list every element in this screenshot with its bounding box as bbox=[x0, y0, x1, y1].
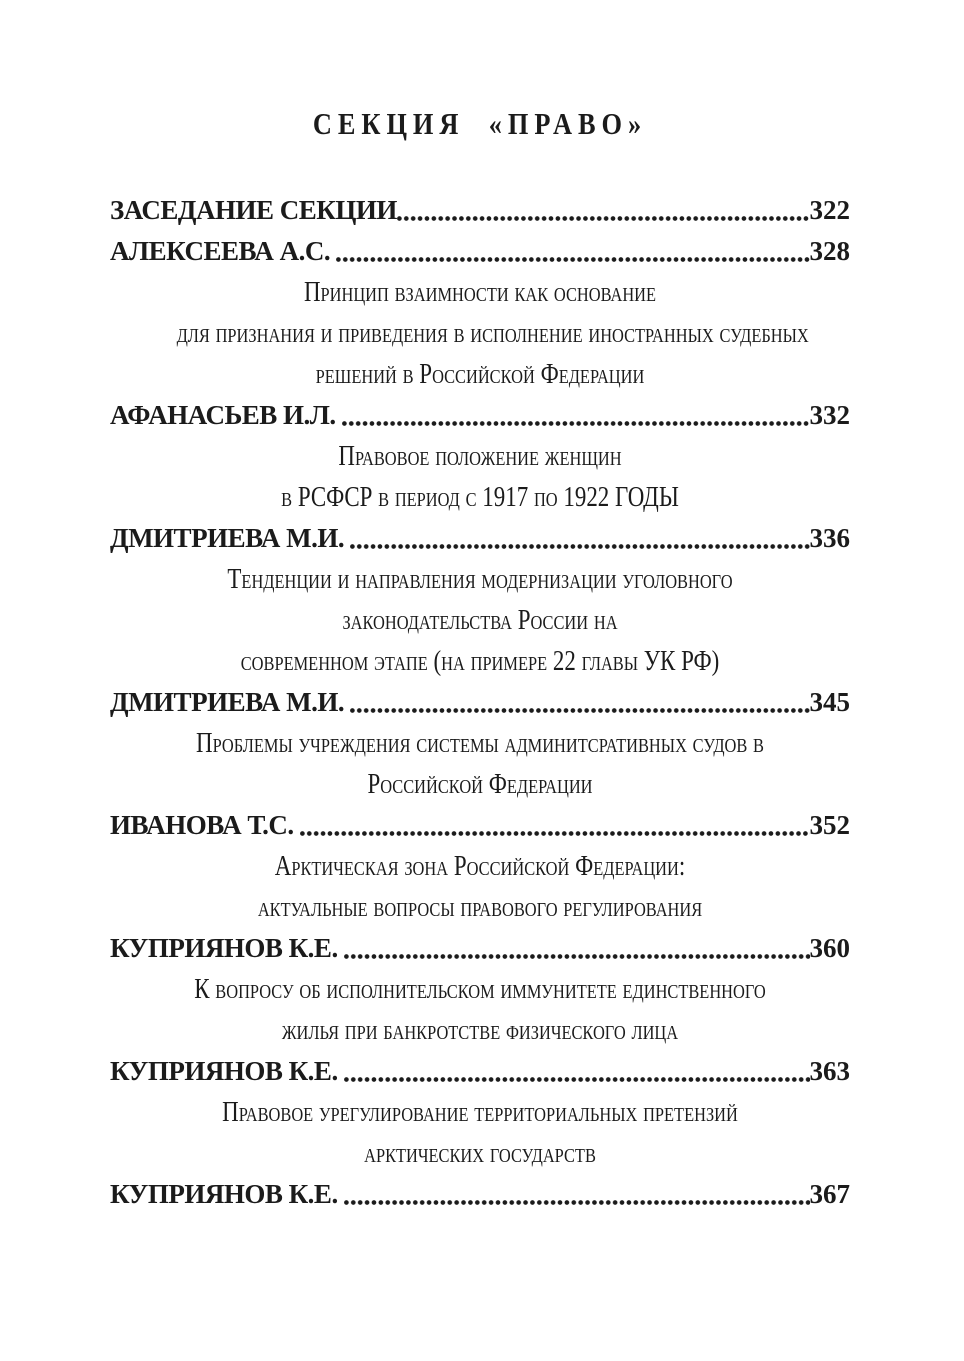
toc-entry-author: КУПРИЯНОВ К.Е. bbox=[110, 1056, 344, 1086]
toc-subtitle: решений в Российской Федерации bbox=[315, 359, 645, 390]
toc-subtitle: арктических государств bbox=[364, 1138, 596, 1169]
dot-leader bbox=[344, 1200, 810, 1205]
dot-leader bbox=[300, 831, 810, 836]
toc-subtitle: Арктическая зона Российской Федерации: bbox=[274, 851, 686, 882]
toc-entry bbox=[110, 805, 850, 846]
toc-entry-page-number: 332 bbox=[809, 400, 850, 430]
toc-entry-author: ДМИТРИЕВА М.И. bbox=[110, 687, 351, 717]
toc-entry bbox=[110, 231, 850, 272]
dot-leader bbox=[350, 708, 809, 713]
toc-entry bbox=[110, 190, 850, 231]
toc-entry-author: АЛЕКСЕЕВА А.С. bbox=[110, 236, 337, 266]
toc-entry-page-number: 363 bbox=[809, 1056, 850, 1086]
toc-entry-author: АФАНАСЬЕВ И.Л. bbox=[110, 400, 342, 430]
toc-entry bbox=[110, 1051, 850, 1092]
toc-subtitle: в РСФСР в период с 1917 по 1922 ГОДЫ bbox=[281, 482, 679, 513]
toc-entry-page-number: 322 bbox=[809, 195, 850, 225]
toc-entry-author: ДМИТРИЕВА М.И. bbox=[110, 523, 351, 553]
toc-entry bbox=[110, 395, 850, 436]
toc-subtitle: Принцип взаимности как основание bbox=[303, 277, 657, 308]
dot-leader bbox=[397, 216, 810, 221]
dot-leader bbox=[350, 544, 809, 549]
dot-leader bbox=[336, 257, 809, 262]
toc-entry-author: ЗАСЕДАНИЕ СЕКЦИИ bbox=[110, 195, 397, 225]
toc-entry-page-number: 367 bbox=[809, 1179, 850, 1209]
toc-entry-page-number: 345 bbox=[809, 687, 850, 717]
toc-subtitle: Проблемы учреждения системы админитсративных судов в bbox=[196, 728, 764, 759]
toc-entry-page-number: 360 bbox=[809, 933, 850, 963]
toc-entry-author: КУПРИЯНОВ К.Е. bbox=[110, 933, 344, 963]
toc-entry bbox=[110, 682, 850, 723]
toc-entry-author: КУПРИЯНОВ К.Е. bbox=[110, 1179, 344, 1209]
toc-list bbox=[110, 190, 850, 1215]
toc-subtitle: Правовое положение женщин bbox=[338, 441, 622, 472]
toc-subtitle: для признания и приведения в исполнение иностранных судебных bbox=[176, 318, 809, 349]
toc-subtitle: К вопросу об исполнительском иммунитете единственного bbox=[194, 974, 766, 1005]
toc-entry-page-number: 336 bbox=[809, 523, 850, 553]
toc-subtitle: законодательства России на bbox=[342, 605, 618, 636]
toc-subtitle: жилья при банкротстве физического лица bbox=[281, 1015, 679, 1046]
toc-entry bbox=[110, 518, 850, 559]
dot-leader bbox=[344, 1077, 810, 1082]
section-title: СЕКЦИЯ «ПРАВО» bbox=[312, 106, 648, 141]
toc-subtitle: Тенденции и направления модернизации уголовного bbox=[227, 564, 733, 595]
toc-entry bbox=[110, 1174, 850, 1215]
dot-leader bbox=[344, 954, 810, 959]
toc-entry-page-number: 352 bbox=[809, 810, 850, 840]
dot-leader bbox=[342, 421, 810, 426]
toc-subtitle: Российской Федерации bbox=[367, 769, 593, 800]
toc-entry bbox=[110, 928, 850, 969]
toc-entry-author: ИВАНОВА Т.С. bbox=[110, 810, 300, 840]
toc-subtitle: актуальные вопросы правового регулирования bbox=[257, 892, 703, 923]
toc-subtitle: Правовое урегулирование территориальных претензий bbox=[222, 1097, 738, 1128]
toc-entry-page-number: 328 bbox=[809, 236, 850, 266]
toc-subtitle: современном этапе (на примере 22 главы УК РФ) bbox=[240, 646, 720, 677]
